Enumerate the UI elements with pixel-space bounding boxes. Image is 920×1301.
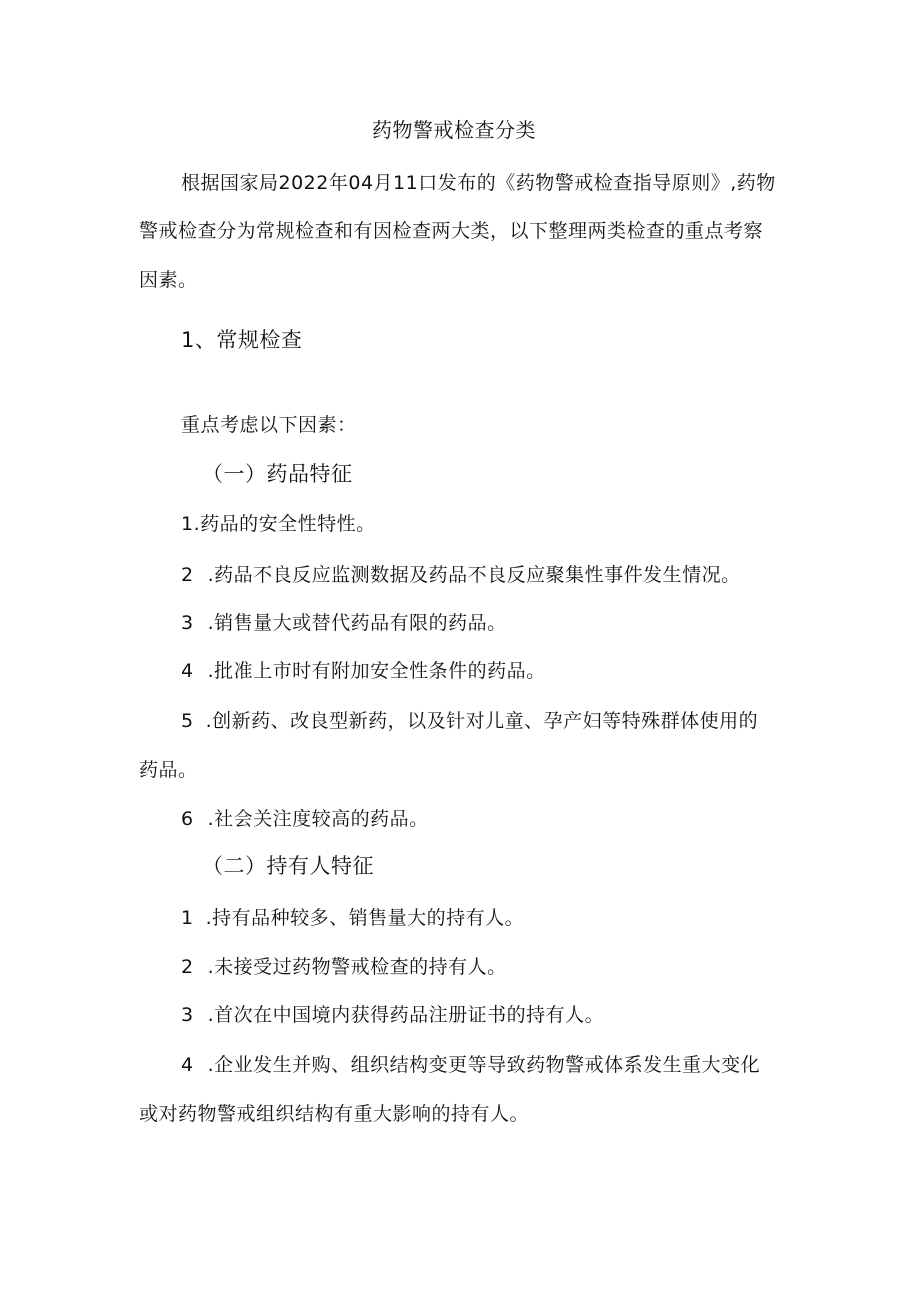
list-item [181, 611, 507, 635]
subsection-heading-drug-features: （一）药品特征 [202, 462, 353, 486]
list-item-number: 4 [181, 1054, 194, 1076]
list-item-text: .药品的安全性特性。 [193, 513, 376, 535]
list-item [181, 1053, 760, 1077]
list-item-number: 4 [181, 660, 194, 682]
list-item-text: .药品不良反应监测数据及药品不良反应聚集性事件发生情况。 [207, 564, 741, 586]
intro-line-1: 根据国家局2022年04月11口发布的《药物警戒检查指导原则》,药物 [181, 172, 776, 194]
subsection-heading-holder-features: （二）持有人特征 [202, 854, 374, 878]
list-item-text: .社会关注度较高的药品。 [207, 808, 429, 830]
list-item-number: 5 [181, 710, 194, 732]
list-item [181, 906, 524, 930]
list-item [181, 955, 507, 979]
list-item-number: 2 [181, 956, 194, 978]
intro-line-3: 因素。 [139, 269, 198, 291]
list-item-number: 6 [181, 808, 194, 830]
document-title: 药物警戒检查分类 [372, 118, 536, 142]
list-item [181, 563, 741, 587]
list-item [181, 512, 376, 536]
list-item-text: .首次在中国境内获得药品注册证书的持有人。 [207, 1004, 605, 1026]
list-item-number: 2 [181, 564, 194, 586]
list-item-continuation: 药品。 [139, 759, 198, 781]
section-lead: 重点考虑以下因素： [181, 414, 357, 436]
list-item-number: 1 [181, 907, 194, 929]
list-item-text: .持有品种较多、销售量大的持有人。 [205, 907, 525, 929]
list-item [181, 709, 758, 733]
list-item-number: 3 [181, 1004, 194, 1026]
list-item-text: .企业发生并购、组织结构变更等导致药物警戒体系发生重大变化 [207, 1054, 761, 1076]
list-item-number: 1 [181, 513, 194, 535]
list-item [181, 807, 429, 831]
list-item-number: 3 [181, 612, 194, 634]
section-heading-routine-inspection: 1、常规检查 [181, 328, 303, 352]
list-item-text: .销售量大或替代药品有限的药品。 [207, 612, 507, 634]
list-item-text: .未接受过药物警戒检查的持有人。 [207, 956, 507, 978]
list-item [181, 659, 546, 683]
list-item [181, 1003, 604, 1027]
list-item-text: .批准上市时有附加安全性条件的药品。 [207, 660, 546, 682]
list-item-text: .创新药、改良型新药，以及针对儿童、孕产妇等特殊群体使用的 [205, 710, 759, 732]
list-item-continuation: 或对药物警戒组织结构有重大影响的持有人。 [139, 1103, 530, 1125]
intro-line-2: 警戒检查分为常规检查和有因检查两大类，以下整理两类检查的重点考察 [139, 220, 764, 242]
